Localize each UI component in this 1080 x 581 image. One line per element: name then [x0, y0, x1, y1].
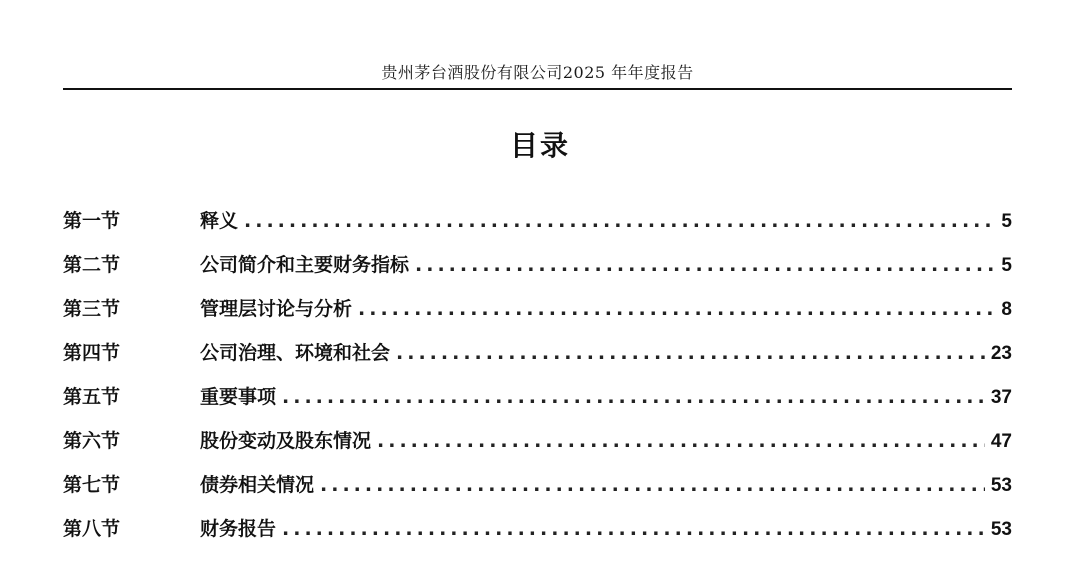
- toc-section-number: 第一节: [63, 210, 121, 232]
- toc-row[interactable]: [63, 331, 1012, 375]
- toc-page-number[interactable]: 23: [990, 343, 1012, 364]
- toc-section-number: 第八节: [63, 518, 121, 540]
- toc-page-number[interactable]: 53: [990, 519, 1012, 540]
- toc-row[interactable]: [63, 243, 1012, 287]
- toc-entry[interactable]: [200, 331, 1012, 376]
- toc-entry[interactable]: [200, 243, 1012, 288]
- dot-leader: [415, 243, 995, 287]
- toc-row[interactable]: [63, 375, 1012, 419]
- toc-entry-title[interactable]: 公司简介和主要财务指标: [200, 254, 410, 276]
- running-header: 贵州茅台酒股份有限公司2025 年年度报告: [381, 63, 694, 82]
- dot-leader: [320, 463, 985, 507]
- toc-row[interactable]: [63, 507, 1012, 551]
- toc-row[interactable]: [63, 419, 1012, 463]
- toc-section-number: 第五节: [63, 386, 121, 408]
- toc-entry-title[interactable]: 股份变动及股东情况: [200, 430, 372, 452]
- toc-entry[interactable]: [200, 463, 1012, 508]
- toc-entry-title[interactable]: 债券相关情况: [200, 474, 315, 496]
- toc-page-number[interactable]: 8: [1001, 299, 1012, 320]
- toc-page-number[interactable]: 5: [1001, 255, 1012, 276]
- toc-section-number: 第二节: [63, 254, 121, 276]
- toc-page-number[interactable]: 53: [990, 475, 1012, 496]
- toc-entry[interactable]: [200, 199, 1012, 244]
- toc-section-number: 第四节: [63, 342, 121, 364]
- toc-page-number[interactable]: 5: [1001, 211, 1012, 232]
- toc-entry-title[interactable]: 管理层讨论与分析: [200, 298, 353, 320]
- toc-section-number: 第七节: [63, 474, 121, 496]
- toc-section-number: 第三节: [63, 298, 121, 320]
- dot-leader: [282, 507, 985, 551]
- toc-page-number[interactable]: 47: [990, 431, 1012, 452]
- toc-entry[interactable]: [200, 419, 1012, 464]
- toc-page-number[interactable]: 37: [990, 387, 1012, 408]
- header-rule: [63, 88, 1012, 90]
- toc-entry[interactable]: [200, 507, 1012, 552]
- table-of-contents: [63, 199, 1012, 551]
- dot-leader: [244, 199, 995, 243]
- toc-entry-title[interactable]: 财务报告: [200, 518, 277, 540]
- toc-entry-title[interactable]: 释义: [200, 210, 239, 232]
- toc-title: 目录: [509, 129, 570, 162]
- toc-section-number: 第六节: [63, 430, 121, 452]
- toc-entry[interactable]: [200, 287, 1012, 332]
- toc-entry-title[interactable]: 重要事项: [200, 386, 277, 408]
- dot-leader: [377, 419, 985, 463]
- toc-row[interactable]: [63, 199, 1012, 243]
- toc-row[interactable]: [63, 287, 1012, 331]
- dot-leader: [396, 331, 985, 375]
- toc-entry[interactable]: [200, 375, 1012, 420]
- toc-row[interactable]: [63, 463, 1012, 507]
- toc-entry-title[interactable]: 公司治理、环境和社会: [200, 342, 391, 364]
- dot-leader: [358, 287, 995, 331]
- dot-leader: [282, 375, 985, 419]
